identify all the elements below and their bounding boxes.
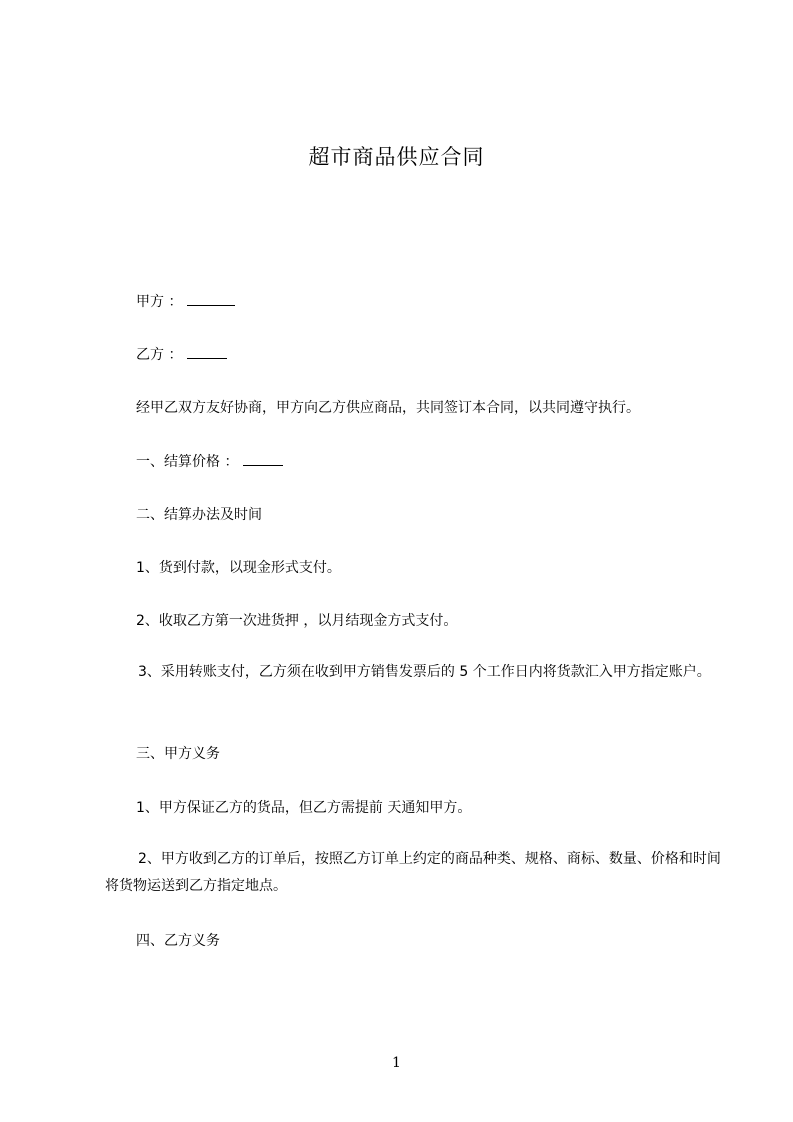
clause-2-1: 1、货到付款，以现金形式支付。 <box>136 560 341 576</box>
clause-2-3: 3、采用转账支付，乙方须在收到甲方销售发票后的 5 个工作日内将货款汇入甲方指定账户。 <box>138 664 711 680</box>
section-settlement-price <box>136 451 283 472</box>
party-a-label: 甲方 ： <box>136 294 183 310</box>
section-party-a-duties: 三、甲方义务 <box>136 746 220 762</box>
intro-paragraph: 经甲乙双方友好协商，甲方向乙方供应商品，共同签订本合同，以共同遵守执行。 <box>136 400 640 416</box>
section-party-b-duties: 四、乙方义务 <box>136 933 220 949</box>
clause-3-1: 1、甲方保证乙方的货品，但乙方需提前 天通知甲方。 <box>136 800 472 816</box>
section-settlement-method: 二、结算办法及时间 <box>136 507 262 523</box>
party-b-label: 乙方 ： <box>136 347 183 363</box>
party-b-line <box>136 344 227 365</box>
clause-2-2: 2、收取乙方第一次进货押 ，以月结现金方式支付。 <box>136 613 458 629</box>
party-b-blank <box>187 344 227 359</box>
party-a-blank <box>187 291 235 306</box>
settlement-price-blank <box>243 451 283 466</box>
page-number: 1 <box>392 1055 401 1071</box>
section-settlement-price-label: 一、结算价格 ： <box>136 454 239 470</box>
party-a-line <box>136 291 235 312</box>
document-title: 超市商品供应合同 <box>308 145 485 169</box>
clause-3-2: 2、甲方收到乙方的订单后，按照乙方订单上约定的商品种类、规格、商标、数量、价格和时间将货物运送到乙方指定地点。 <box>105 851 721 894</box>
